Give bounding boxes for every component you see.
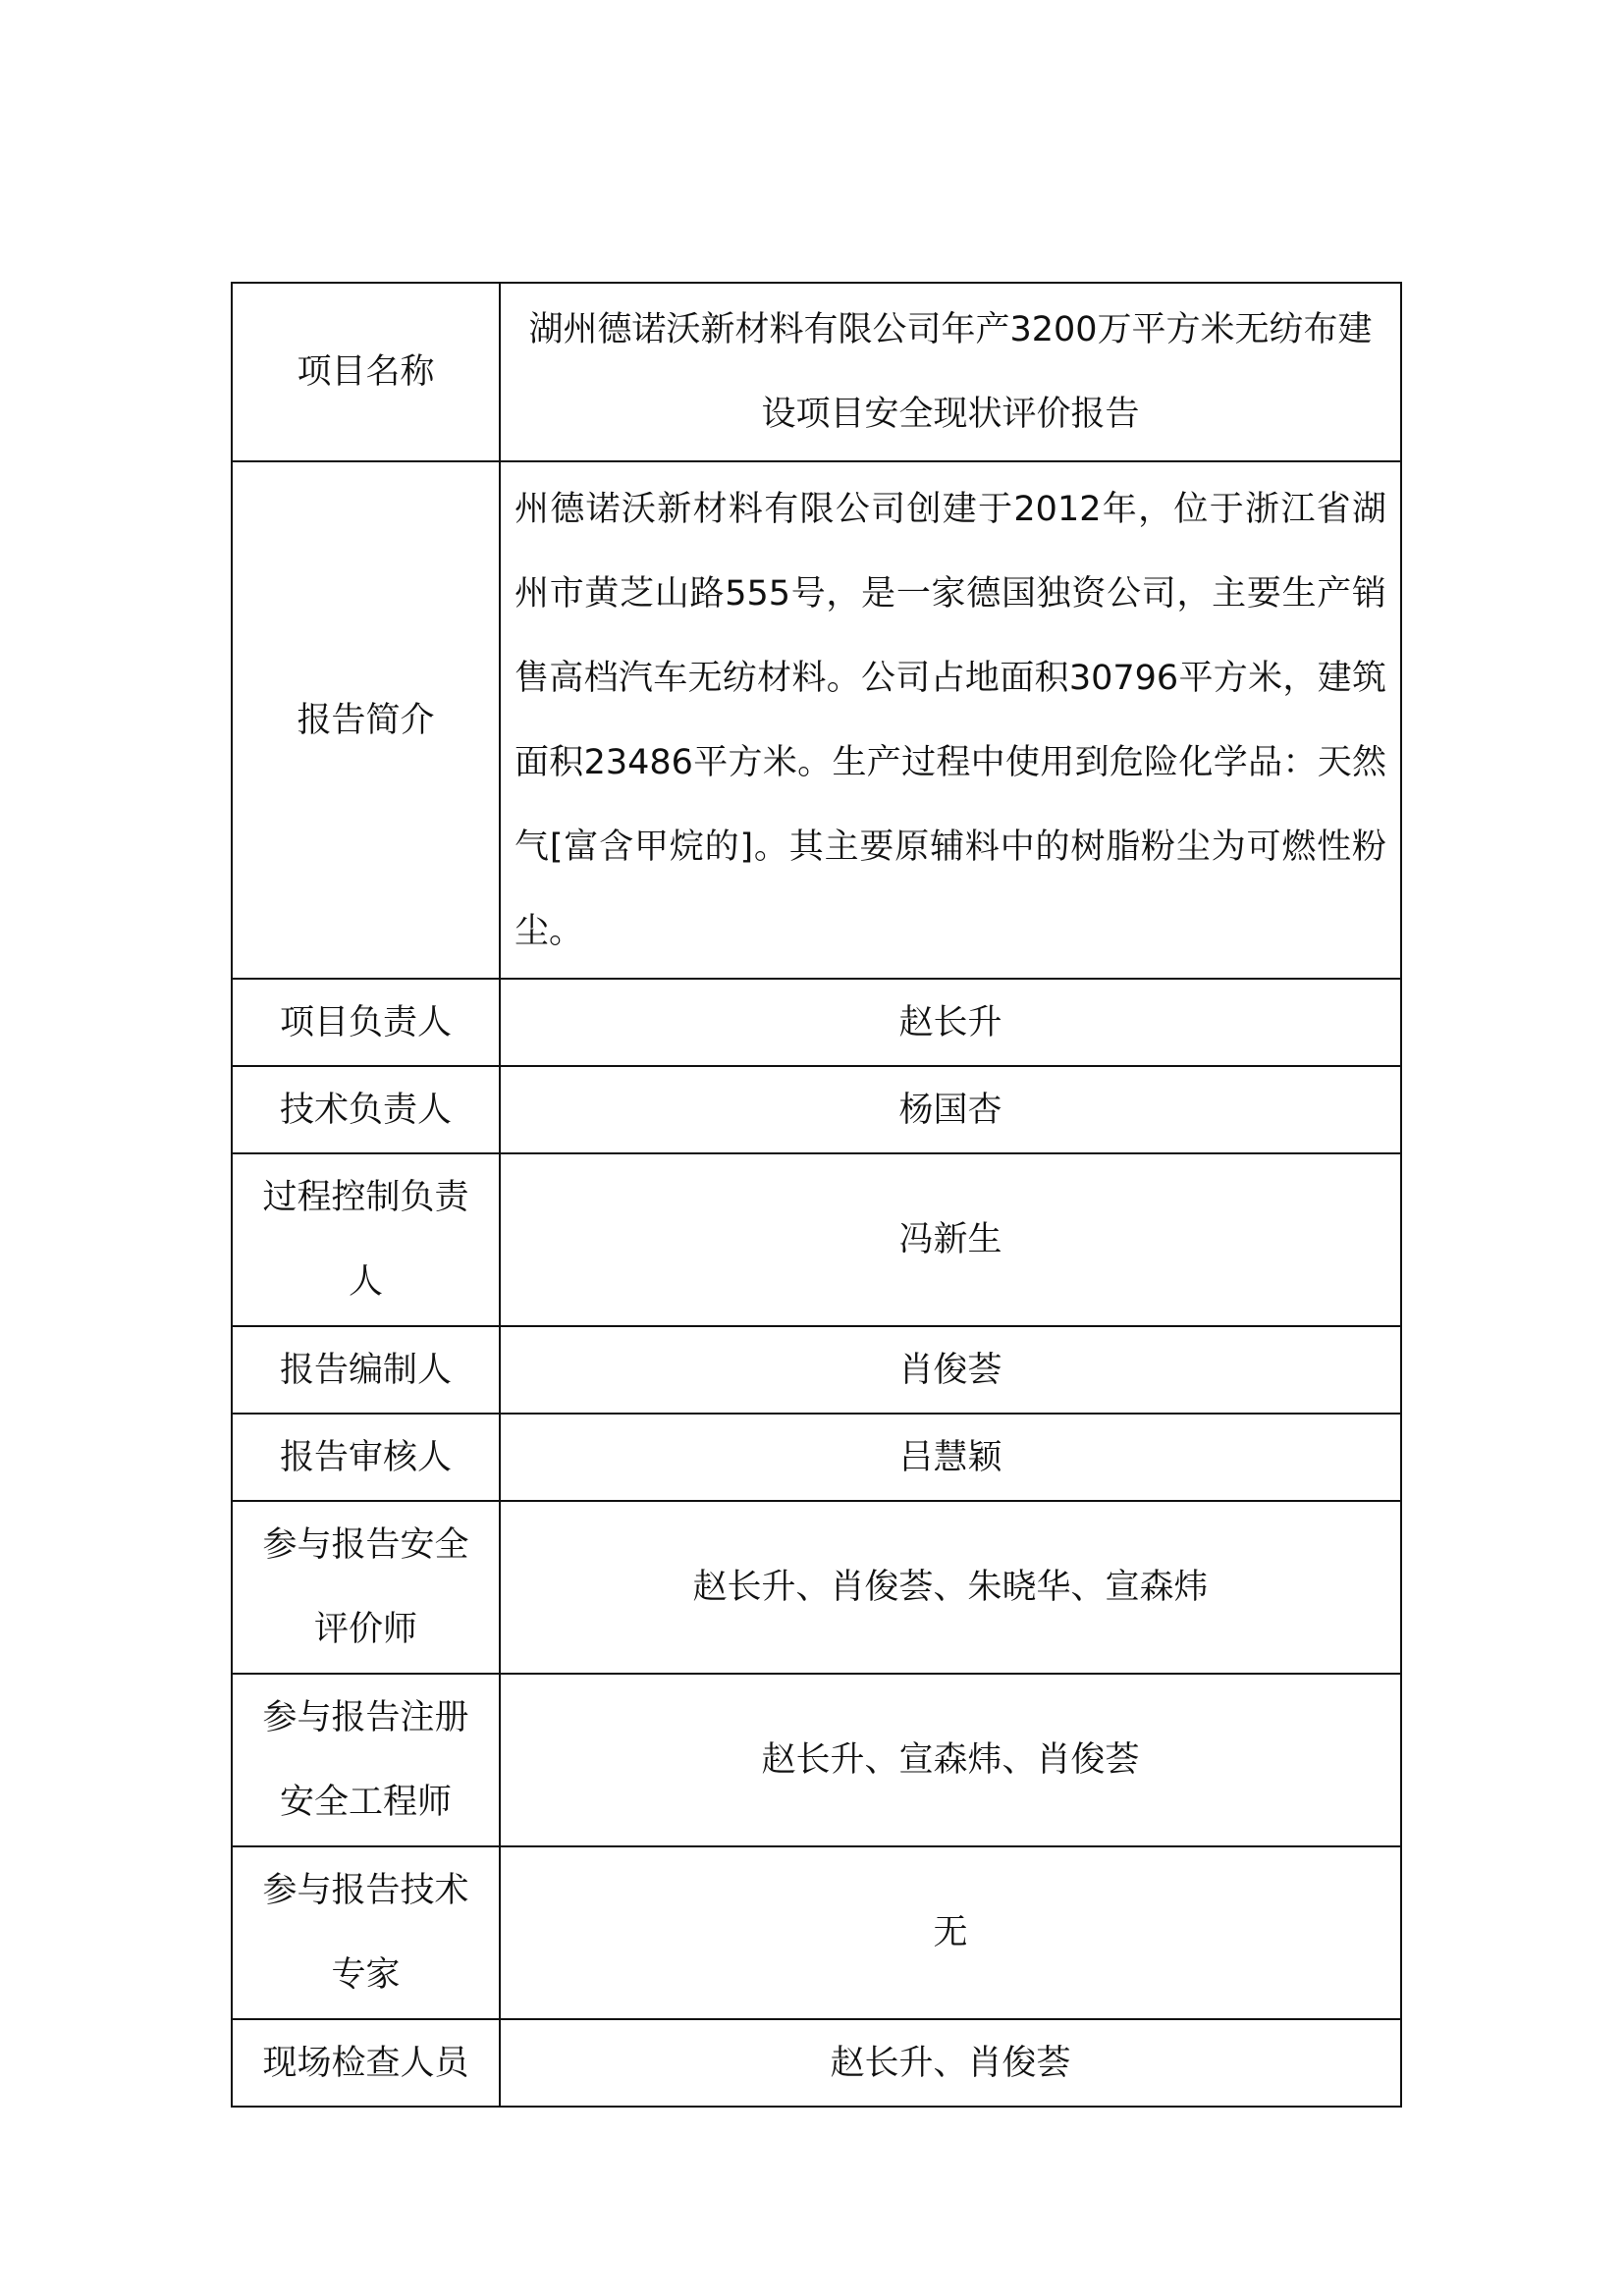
table-row [232,2019,1401,2107]
table-row [232,1674,1401,1846]
row-label-project-lead: 项目负责人 [232,979,500,1066]
row-value-safety-assessors: 赵长升、肖俊荟、朱晓华、宣森炜 [500,1501,1401,1674]
table-row [232,1501,1401,1674]
table-row [232,1414,1401,1501]
row-value-site-inspectors: 赵长升、肖俊荟 [500,2019,1401,2107]
table-row [232,1153,1401,1326]
row-label-report-summary: 报告简介 [232,461,500,979]
row-value-technical-lead: 杨国杏 [500,1066,1401,1153]
row-value-process-control-lead: 冯新生 [500,1153,1401,1326]
row-label-report-reviewer: 报告审核人 [232,1414,500,1501]
row-value-report-author: 肖俊荟 [500,1326,1401,1414]
table-row [232,1846,1401,2019]
row-value-registered-engineers: 赵长升、宣森炜、肖俊荟 [500,1674,1401,1846]
row-label-report-author: 报告编制人 [232,1326,500,1414]
table-row [232,1326,1401,1414]
row-label-registered-engineers: 参与报告注册安全工程师 [232,1674,500,1846]
row-label-safety-assessors: 参与报告安全评价师 [232,1501,500,1674]
row-label-project-name: 项目名称 [232,283,500,461]
table-row [232,461,1401,979]
table-row [232,979,1401,1066]
report-info-table [231,282,1402,2108]
row-label-technical-lead: 技术负责人 [232,1066,500,1153]
row-value-technical-experts: 无 [500,1846,1401,2019]
row-value-project-lead: 赵长升 [500,979,1401,1066]
row-value-project-name: 湖州德诺沃新材料有限公司年产3200万平方米无纺布建设项目安全现状评价报告 [500,283,1401,461]
row-label-site-inspectors: 现场检查人员 [232,2019,500,2107]
row-value-report-reviewer: 吕慧颖 [500,1414,1401,1501]
table-row [232,283,1401,461]
table-row [232,1066,1401,1153]
row-value-report-summary: 州德诺沃新材料有限公司创建于2012年，位于浙江省湖州市黄芝山路555号，是一家德国独资公司，主要生产销售高档汽车无纺材料。公司占地面积30796平方米，建筑面积23486平方米。生产过程中使用到危险化学品：天然气[富含甲烷的]。其主要原辅料中的树脂粉尘为可燃性粉尘。 [500,461,1401,979]
row-label-process-control-lead: 过程控制负责人 [232,1153,500,1326]
row-label-technical-experts: 参与报告技术专家 [232,1846,500,2019]
